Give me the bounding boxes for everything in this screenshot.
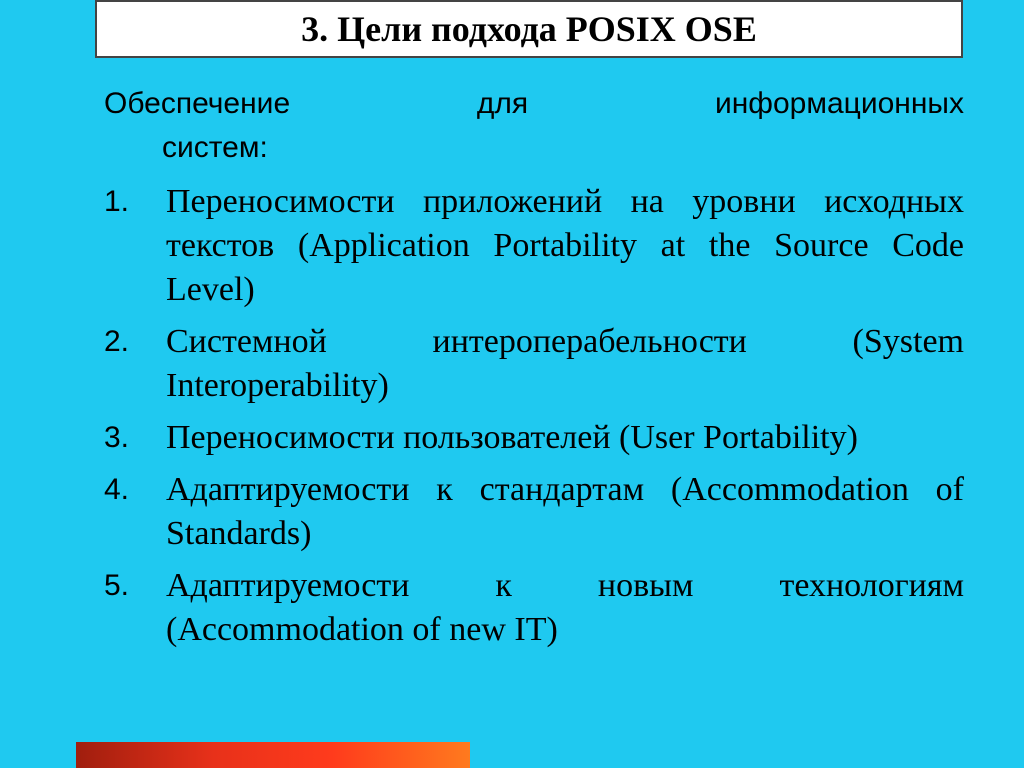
list-item xyxy=(104,320,964,408)
item-number: 1. xyxy=(104,185,130,218)
list-item xyxy=(104,180,964,312)
slide-title-box xyxy=(95,0,963,58)
item-text: Системной интероперабельности (System Interoperability) xyxy=(166,323,964,404)
item-text: Переносимости пользователей (User Portability) xyxy=(166,419,858,456)
slide-content xyxy=(104,82,964,660)
list-item xyxy=(104,564,964,652)
intro-line-2: систем: xyxy=(162,131,268,164)
item-number: 3. xyxy=(104,421,130,454)
item-text: Переносимости приложений на уровни исходных текстов (Application Portability at the Source Code Level) xyxy=(166,183,964,308)
list-item xyxy=(104,468,964,556)
intro-line-1: Обеспечение для информационных xyxy=(104,87,964,120)
intro-paragraph xyxy=(104,82,964,170)
slide-title: 3. Цели подхода POSIX OSE xyxy=(301,9,757,49)
item-number: 4. xyxy=(104,473,130,506)
goals-list xyxy=(104,180,964,652)
item-number: 5. xyxy=(104,569,130,602)
item-text: Адаптируемости к стандартам (Accommodation of Standards) xyxy=(166,471,964,552)
item-text: Адаптируемости к новым технологиям (Accommodation of new IT) xyxy=(166,567,964,648)
list-item xyxy=(104,416,964,460)
item-number: 2. xyxy=(104,325,130,358)
decorative-bottom-bar xyxy=(76,742,470,768)
